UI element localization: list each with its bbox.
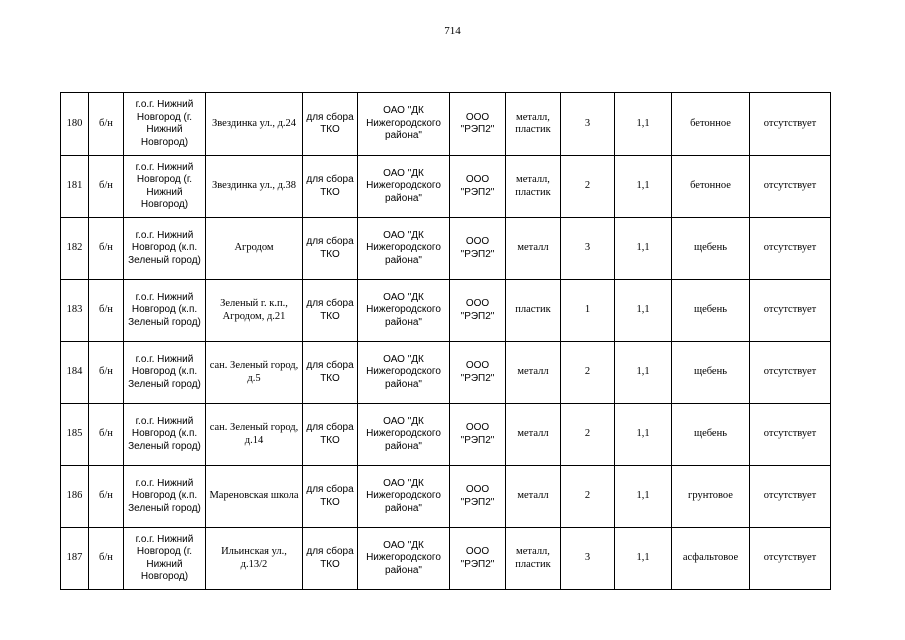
cell-purpose: для сбора ТКО [303,156,358,218]
cell-registry-id: б/н [89,404,124,466]
table-row [61,528,831,590]
cell-number: 180 [61,93,89,156]
cell-district: г.о.г. Нижний Новгород (к.п. Зеленый город) [124,280,206,342]
cell-district: г.о.г. Нижний Новгород (г. Нижний Новгород) [124,93,206,156]
cell-container-volume: 1,1 [615,342,672,404]
cell-material: металл [506,466,561,528]
cell-operator: ООО "РЭП2" [450,528,506,590]
cell-fence: отсутствует [750,528,831,590]
cell-material: металл, пластик [506,93,561,156]
cell-address: сан. Зеленый город, д.5 [206,342,303,404]
cell-registry-id: б/н [89,342,124,404]
cell-container-volume: 1,1 [615,156,672,218]
cell-owner: ОАО "ДК Нижегородского района" [358,218,450,280]
cell-purpose: для сбора ТКО [303,342,358,404]
cell-fence: отсутствует [750,404,831,466]
cell-surface: асфальтовое [672,528,750,590]
registry-body [61,93,831,590]
cell-address: Мареновская школа [206,466,303,528]
cell-surface: щебень [672,404,750,466]
cell-address: Зеленый г. к.п., Агродом, д.21 [206,280,303,342]
cell-container-count: 3 [561,93,615,156]
cell-surface: щебень [672,342,750,404]
cell-operator: ООО "РЭП2" [450,466,506,528]
cell-container-count: 1 [561,280,615,342]
cell-district: г.о.г. Нижний Новгород (г. Нижний Новгород) [124,528,206,590]
cell-address: Звездинка ул., д.38 [206,156,303,218]
cell-registry-id: б/н [89,528,124,590]
cell-registry-id: б/н [89,466,124,528]
cell-container-volume: 1,1 [615,218,672,280]
cell-material: металл, пластик [506,528,561,590]
cell-number: 183 [61,280,89,342]
cell-owner: ОАО "ДК Нижегородского района" [358,93,450,156]
cell-container-volume: 1,1 [615,528,672,590]
cell-container-count: 2 [561,404,615,466]
cell-purpose: для сбора ТКО [303,280,358,342]
cell-container-count: 3 [561,218,615,280]
cell-registry-id: б/н [89,156,124,218]
cell-owner: ОАО "ДК Нижегородского района" [358,342,450,404]
cell-registry-id: б/н [89,218,124,280]
cell-material: металл [506,404,561,466]
cell-container-volume: 1,1 [615,280,672,342]
cell-fence: отсутствует [750,466,831,528]
cell-purpose: для сбора ТКО [303,466,358,528]
table-row [61,218,831,280]
cell-surface: грунтовое [672,466,750,528]
cell-operator: ООО "РЭП2" [450,342,506,404]
cell-surface: бетонное [672,156,750,218]
cell-address: сан. Зеленый город, д.14 [206,404,303,466]
table-row [61,93,831,156]
table-row [61,342,831,404]
cell-number: 181 [61,156,89,218]
cell-owner: ОАО "ДК Нижегородского района" [358,528,450,590]
table-row [61,280,831,342]
cell-fence: отсутствует [750,156,831,218]
cell-district: г.о.г. Нижний Новгород (к.п. Зеленый город) [124,342,206,404]
cell-fence: отсутствует [750,342,831,404]
cell-operator: ООО "РЭП2" [450,156,506,218]
cell-fence: отсутствует [750,93,831,156]
cell-surface: бетонное [672,93,750,156]
cell-purpose: для сбора ТКО [303,218,358,280]
cell-container-count: 2 [561,342,615,404]
cell-material: металл, пластик [506,156,561,218]
cell-owner: ОАО "ДК Нижегородского района" [358,156,450,218]
cell-purpose: для сбора ТКО [303,528,358,590]
cell-fence: отсутствует [750,218,831,280]
cell-address: Ильинская ул., д.13/2 [206,528,303,590]
table-row [61,404,831,466]
cell-container-volume: 1,1 [615,466,672,528]
cell-owner: ОАО "ДК Нижегородского района" [358,280,450,342]
cell-registry-id: б/н [89,93,124,156]
cell-surface: щебень [672,218,750,280]
cell-container-count: 2 [561,466,615,528]
cell-owner: ОАО "ДК Нижегородского района" [358,466,450,528]
cell-container-count: 2 [561,156,615,218]
cell-number: 184 [61,342,89,404]
cell-district: г.о.г. Нижний Новгород (г. Нижний Новгород) [124,156,206,218]
cell-district: г.о.г. Нижний Новгород (к.п. Зеленый город) [124,404,206,466]
cell-material: металл [506,342,561,404]
table-row [61,156,831,218]
cell-number: 185 [61,404,89,466]
cell-address: Звездинка ул., д.24 [206,93,303,156]
cell-operator: ООО "РЭП2" [450,93,506,156]
cell-surface: щебень [672,280,750,342]
page-number: 714 [444,25,461,37]
cell-address: Агродом [206,218,303,280]
cell-operator: ООО "РЭП2" [450,280,506,342]
cell-district: г.о.г. Нижний Новгород (к.п. Зеленый город) [124,466,206,528]
cell-operator: ООО "РЭП2" [450,404,506,466]
cell-purpose: для сбора ТКО [303,93,358,156]
table-row [61,466,831,528]
registry-table [60,92,831,590]
cell-container-volume: 1,1 [615,93,672,156]
cell-owner: ОАО "ДК Нижегородского района" [358,404,450,466]
cell-container-count: 3 [561,528,615,590]
cell-container-volume: 1,1 [615,404,672,466]
cell-fence: отсутствует [750,280,831,342]
cell-material: пластик [506,280,561,342]
cell-purpose: для сбора ТКО [303,404,358,466]
cell-number: 186 [61,466,89,528]
cell-operator: ООО "РЭП2" [450,218,506,280]
cell-number: 187 [61,528,89,590]
cell-district: г.о.г. Нижний Новгород (к.п. Зеленый город) [124,218,206,280]
cell-registry-id: б/н [89,280,124,342]
cell-material: металл [506,218,561,280]
cell-number: 182 [61,218,89,280]
